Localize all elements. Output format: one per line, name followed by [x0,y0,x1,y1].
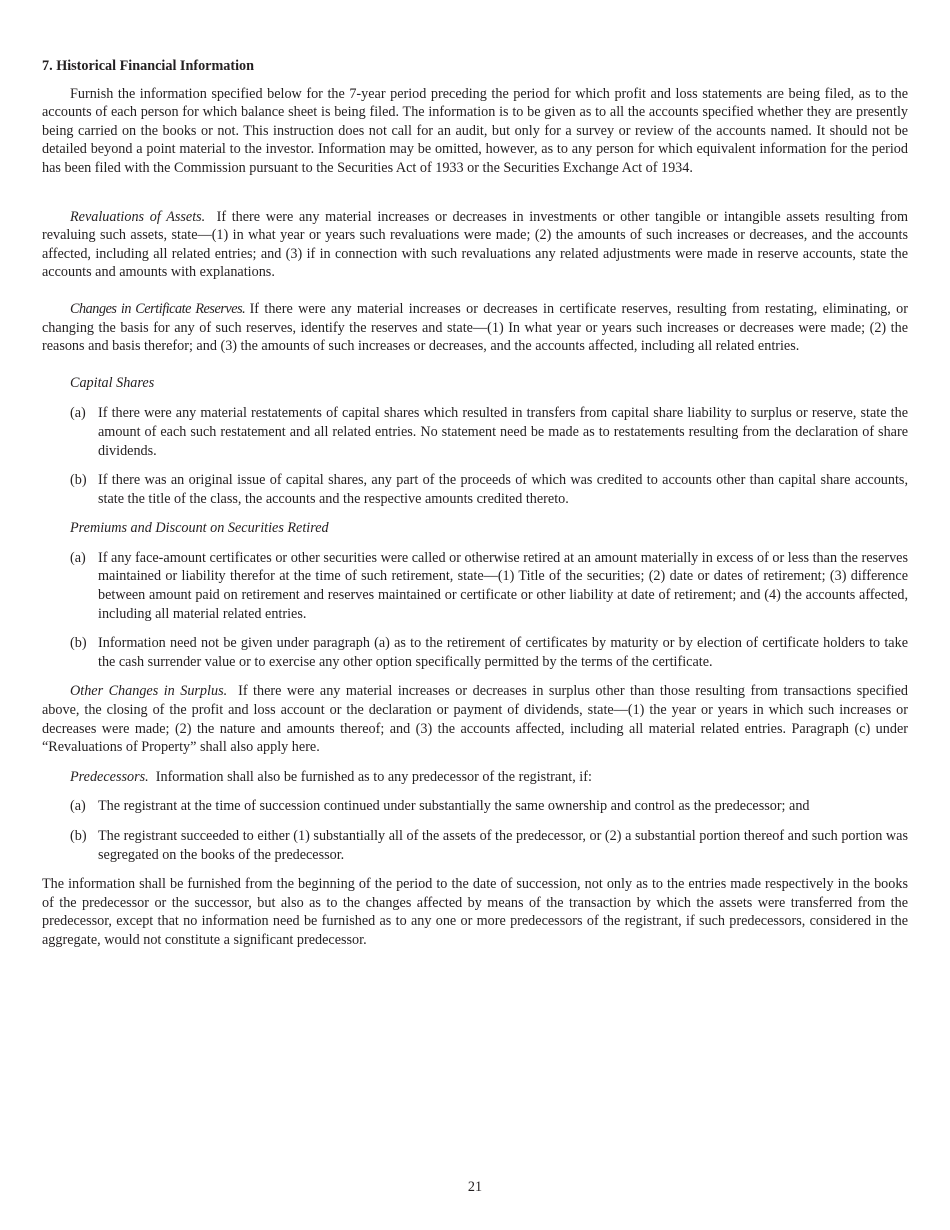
item-text: The registrant succeeded to either (1) substantially all of the assets of the predecessor, or (2) a substantial portion thereof and such portion was segregated on the books of the predecessor. [98,828,908,863]
item-text: If there were any material restatements of capital shares which resulted in transfers from capital share liability to surplus or reserve, state the amount of each such restatement and all related entries. No statement need be made as to restatements resulting from the declaration of share dividends. [98,405,908,459]
predecessors-text: Information shall also be furnished as to any predecessor of the registrant, if: [155,768,592,785]
list-item [42,404,908,460]
item-label: (b) [70,828,87,844]
other-changes-paragraph [42,682,908,756]
revaluations-title: Revaluations of Assets. [70,208,206,225]
item-text: The registrant at the time of succession continued under substantially the same ownership and control as the predecessor; and [98,798,810,815]
item-text: Information need not be given under paragraph (a) as to the retirement of certificates by maturity or by election of certificate holders to take the cash surrender value or to exercise any other option specifically permitted by the terms of the certificate. [98,635,908,670]
item-label: (b) [70,472,87,489]
other-changes-title: Other Changes in Surplus. [70,683,228,700]
premiums-title: Premiums and Discount on Securities Retired [70,520,329,537]
reserves-title: Changes in Certificate Reserves. [70,300,246,317]
revaluations-text: If there were any material increases or decreases in investments or other tangible or intangible assets resulting from revaluing such assets, state—(1) in what year or years such revaluations were made; (2) the amounts of such increases or decreases, and the accounts affected, including all related entries; and (3) if in connection with such revaluations any related adjustments were made in reserve accounts, state the accounts and amounts with explanations. [42,208,908,281]
list-item [42,549,908,623]
intro-paragraph: Furnish the information specified below for the 7-year period preceding the period for which profit and loss statements are being filed, as to the accounts of each person for which balance sheet is being filed. The information is to be given as to all the accounts specified whether they are presently being carried on the books or not. This instruction does not call for an audit, but only for a survey or review of the accounts named. It should not be detailed beyond a point material to the investor. Information may be omitted, however, as to any person for which equivalent information for the period has been filed with the Commission pursuant to the Securities Act of 1933 or the Securities Exchange Act of 1934. [42,85,908,176]
item-label: (a) [70,798,86,815]
predecessors-paragraph [42,768,908,787]
other-changes-text: If there were any material increases or decreases in surplus other than those resulting from transactions specified above, the closing of the profit and loss account or the declaration or payment of dividends, state—(1) the year or years in which such increases or decreases were made; (2) the nature and amounts thereof; and (3) the accounts affected, including all material related entries. Paragraph (c) under “Revaluations of Property” shall also apply here. [42,683,908,756]
document-body [42,57,908,950]
predecessors-closing-paragraph: The information shall be furnished from the beginning of the period to the date of succession, not only as to the entries made respectively in the books of the predecessor or the successor, but also as to the changes affected by means of the transaction by which the assets were transferred from the predecessor, except that no information need be furnished as to any one or more predecessors of the registrant, if such predecessors, considered in the aggregate, would not constitute a significant predecessor. [42,876,908,948]
revaluations-paragraph [42,208,908,282]
reserves-paragraph [42,300,908,356]
item-label: (a) [70,549,86,566]
page-number: 21 [467,1179,483,1195]
reserves-text: If there were any material increases or decreases in certificate reserves, resulting from restating, eliminating, or changing the basis for any of such reserves, identify the reserves and state—(1) In what year or years such increases or decreases were made; (2) the reasons and basis therefor; and (3) the amounts of such increases or decreases, and the accounts affected, including all related entries. [42,300,908,355]
item-text: If there was an original issue of capital shares, any part of the proceeds of which was credited to accounts other than capital share accounts, state the title of the class, the accounts and the respective amounts credited thereto. [98,472,908,507]
capital-shares-title: Capital Shares [70,374,155,391]
list-item [42,797,908,816]
section-heading: 7. Historical Financial Information [42,58,255,74]
list-item [42,827,908,864]
predecessors-title: Predecessors. [70,768,149,785]
item-text: If any face-amount certificates or other securities were called or otherwise retired at an amount materially in excess of or less than the reserves maintained or liability therefor at the time of such retirement, state—(1) Title of the securities; (2) date or dates of retirement; (3) difference between amount paid on retirement and reserves maintained or certificate or other liability at date of retirement; and (4) the accounts affected, including all material related entries. [98,549,908,622]
item-label: (a) [70,405,86,422]
list-item [42,471,908,508]
list-item [42,634,908,671]
item-label: (b) [70,635,87,652]
